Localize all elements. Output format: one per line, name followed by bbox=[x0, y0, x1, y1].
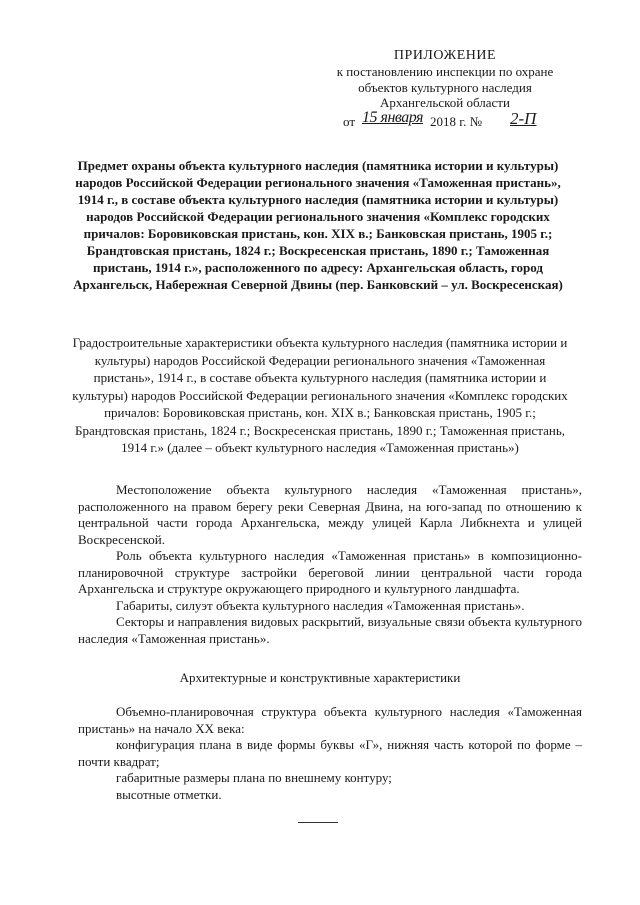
header-line-2: объектов культурного наследия bbox=[358, 79, 532, 95]
section-body-architecture bbox=[78, 704, 582, 803]
paragraph: Габариты, силуэт объекта культурного наследия «Таможенная пристань». bbox=[116, 597, 525, 613]
appendix-title: ПРИЛОЖЕНИЕ bbox=[393, 48, 497, 63]
end-divider bbox=[298, 822, 338, 823]
paragraph: Объемно-планировочная структура объекта культурного наследия «Таможенная пристань» на начало XX века: bbox=[78, 704, 582, 736]
section-heading-architecture: Архитектурные и конструктивные характеристики bbox=[179, 670, 461, 685]
decree-year: 2018 г. № bbox=[430, 113, 483, 129]
decree-date-line bbox=[300, 108, 590, 131]
paragraph: высотные отметки. bbox=[116, 786, 222, 802]
header-line-1: к постановлению инспекции по охране bbox=[336, 64, 554, 79]
appendix-header bbox=[300, 48, 590, 131]
document-title: Предмет охраны объекта культурного наследия (памятника истории и культуры) народов Российской Федерации регионального значения «Таможенная пристань», 1914 г., в составе объекта культурного наследия (памятника истории и культуры) народов Российской Федерации регионального значения «Комплекс городских причалов: Боровиковская пристань, кон. XIX в.; Банковская пристань, 1905 г.; Брандтовская пристань, 1824 г.; Воскресенская пристань, 1890 г.; Таможенная пристань, 1914 г.», расположенного по адресу: Архангельская область, город Архангельск, Набережная Северной Двины (пер. Банковский – ул. Воскресенская) bbox=[73, 158, 563, 292]
date-prefix: от bbox=[343, 113, 356, 129]
header-line-3: Архангельской области bbox=[380, 95, 510, 110]
paragraph: Местоположение объекта культурного наследия «Таможенная пристань», расположенного на правом берегу реки Северная Двина, на юго-запад по отношению к центральной части города Архангельска, между улицей Карла Либкнехта и улицей Воскресенской. bbox=[78, 482, 582, 547]
handwritten-number: 2-П bbox=[510, 108, 537, 128]
paragraph: Роль объекта культурного наследия «Таможенная пристань» в композиционно-планировочной структуре застройки береговой линии центральной части города Архангельска и структуре окружающего природного и культурного ландшафта. bbox=[78, 548, 582, 596]
section-body-urban bbox=[78, 482, 582, 647]
paragraph: габаритные размеры плана по внешнему контуру; bbox=[116, 770, 392, 785]
handwritten-date: 15 января bbox=[362, 108, 423, 126]
paragraph: Секторы и направления видовых раскрытий, визуальные связи объекта культурного наследия «Таможенная пристань». bbox=[78, 614, 582, 646]
section-heading-urban: Градостроительные характеристики объекта культурного наследия (памятника истории и культуры) народов Российской Федерации регионального значения «Таможенная пристань», 1914 г., в составе объекта культурного наследия (памятника истории и культуры) народов Российской Федерации регионального значения «Комплекс городских причалов: Боровиковская пристань, кон. XIX в.; Банковская пристань, 1905 г.; Брандтовская пристань, 1824 г.; Воскресенская пристань, 1890 г.; Таможенная пристань, 1914 г.» (далее – объект культурного наследия «Таможенная пристань») bbox=[72, 335, 568, 455]
paragraph: конфигурация плана в виде формы буквы «Г», нижняя часть которой по форме – почти квадрат; bbox=[78, 737, 582, 769]
